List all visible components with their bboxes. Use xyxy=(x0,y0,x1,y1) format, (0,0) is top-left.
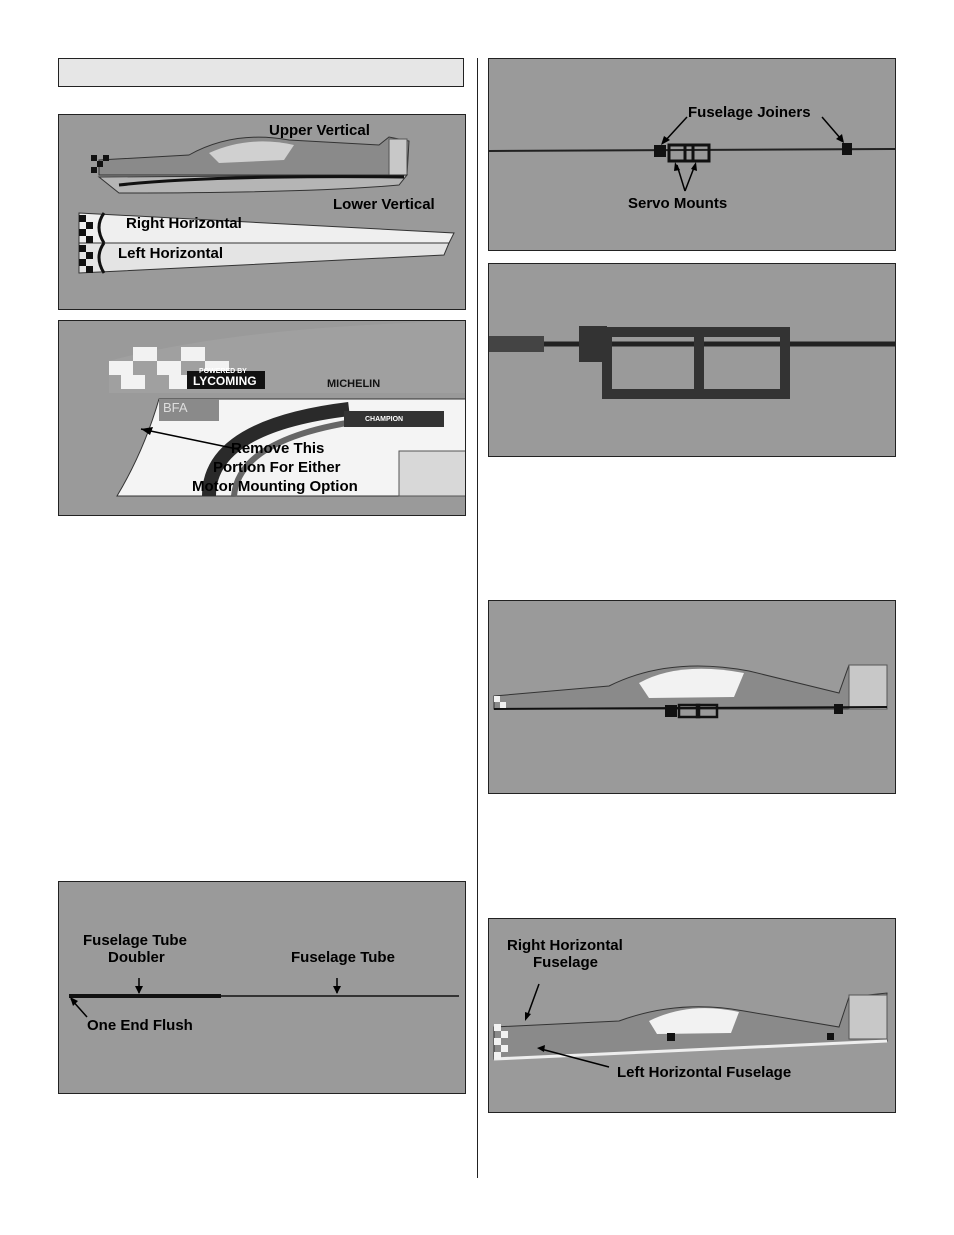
label-right-horizontal-fuselage-line2: Fuselage xyxy=(533,954,599,971)
photo-servo-mounts-closeup xyxy=(488,263,896,457)
decal-bfa: BFA xyxy=(163,400,188,415)
decal-michelin: MICHELIN xyxy=(327,378,381,390)
servo-closeup-illustration xyxy=(489,264,896,457)
label-tube-doubler-line1: Fuselage Tube xyxy=(83,932,187,949)
label-tube-doubler-line2: Doubler xyxy=(108,949,165,966)
fuselage-joiners-illustration xyxy=(489,59,896,251)
label-fuselage-joiners: Fuselage Joiners xyxy=(688,104,811,121)
label-lower-vertical: Lower Vertical xyxy=(333,196,435,213)
fuselage-tube-illustration xyxy=(59,882,466,1094)
label-left-horizontal-fuselage: Left Horizontal Fuselage xyxy=(617,1064,792,1081)
decal-powered-by: POWERED BY xyxy=(199,368,247,375)
assembled-fuselage-illustration xyxy=(489,601,896,794)
label-right-horizontal: Right Horizontal xyxy=(126,215,242,232)
label-remove-portion-line1: Remove This xyxy=(231,440,325,457)
label-servo-mounts: Servo Mounts xyxy=(628,195,728,212)
label-fuselage-tube: Fuselage Tube xyxy=(291,949,395,966)
label-remove-portion-line3: Motor Mounting Option xyxy=(192,478,358,495)
photo-fuselage-joiners xyxy=(488,58,896,251)
photo-motor-mount xyxy=(58,320,466,516)
photo-tail-parts xyxy=(58,114,466,310)
photo-fuselage-tube xyxy=(58,881,466,1094)
decal-champion: CHAMPION xyxy=(365,416,404,423)
photo-assembled-fuselage xyxy=(488,600,896,794)
column-divider xyxy=(477,58,478,1178)
label-one-end-flush: One End Flush xyxy=(87,1017,193,1034)
label-left-horizontal: Left Horizontal xyxy=(118,245,223,262)
label-upper-vertical: Upper Vertical xyxy=(269,122,370,139)
decal-lycoming: LYCOMING xyxy=(193,374,257,388)
label-remove-portion-line2: Portion For Either xyxy=(213,459,341,476)
section-header-bar xyxy=(58,58,464,87)
label-right-horizontal-fuselage-line1: Right Horizontal xyxy=(507,937,623,954)
photo-horizontal-fuselage xyxy=(488,918,896,1113)
